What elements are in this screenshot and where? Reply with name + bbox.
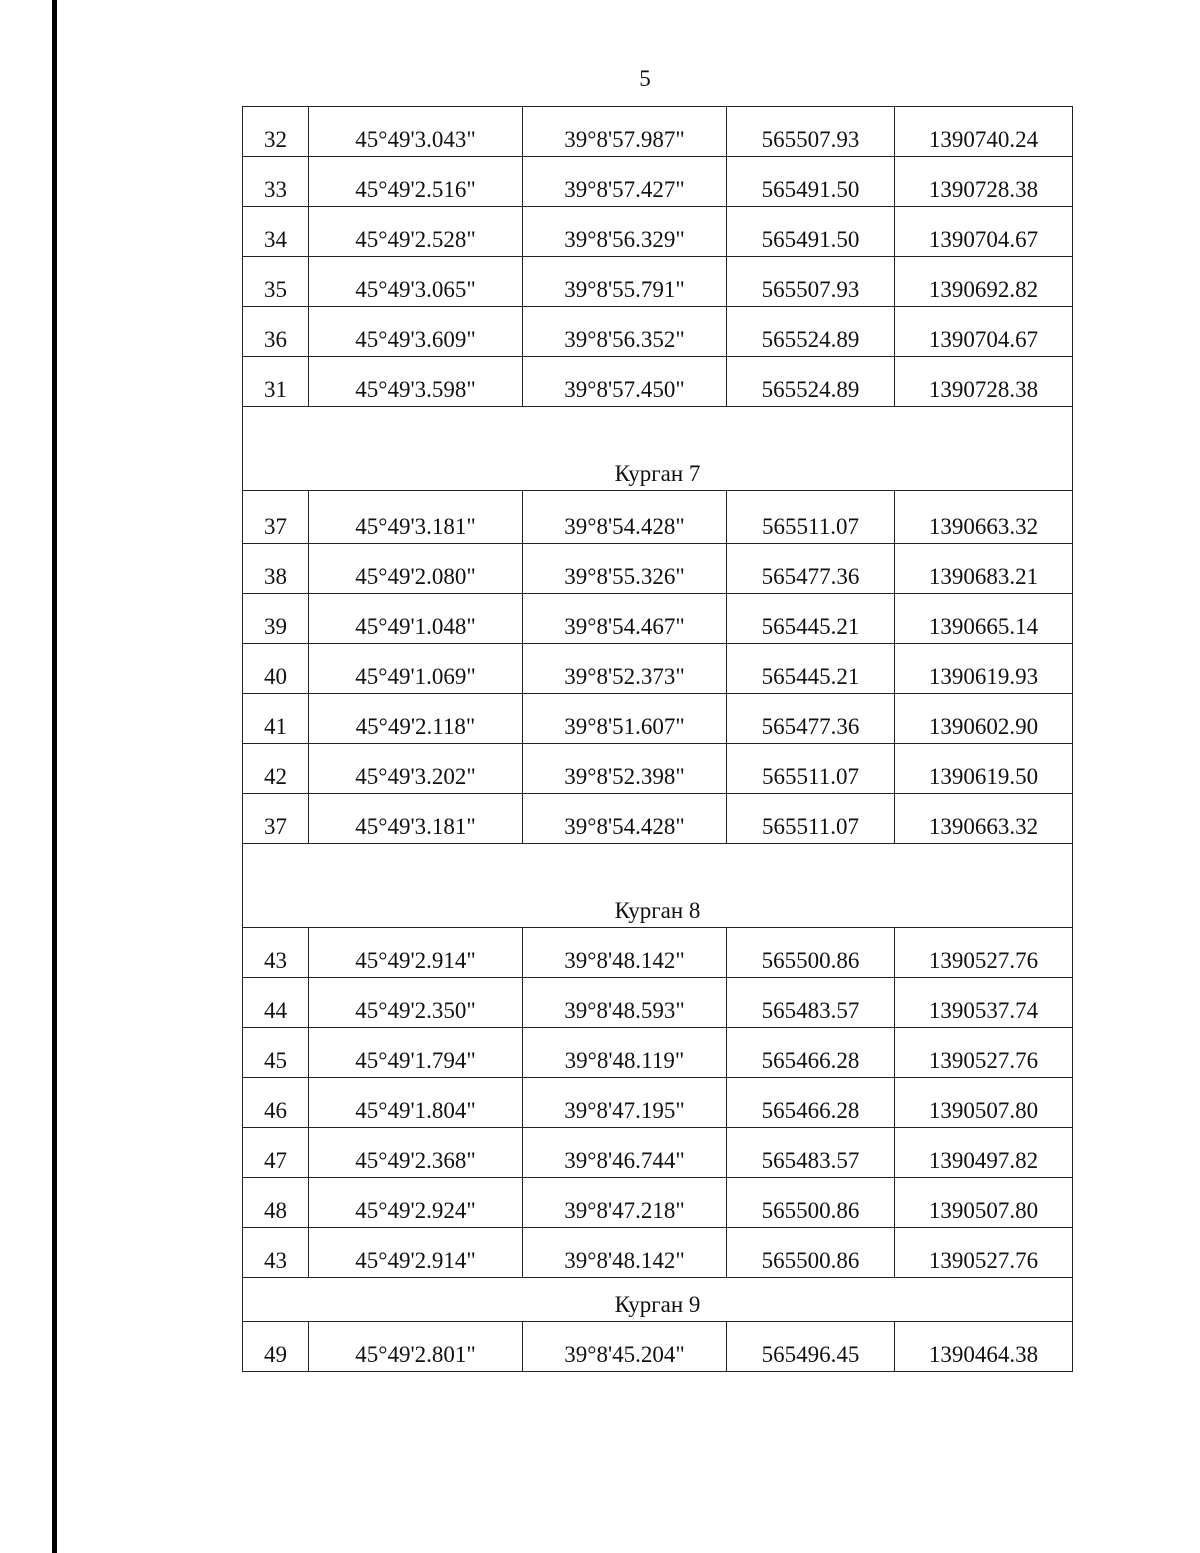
latitude-cell: 45°49'1.069" xyxy=(309,644,523,694)
longitude-cell: 39°8'54.428" xyxy=(523,794,727,844)
longitude-cell: 39°8'57.987" xyxy=(523,107,727,157)
section-header-row xyxy=(243,1278,1073,1322)
table-row xyxy=(243,307,1073,357)
y-coordinate-cell: 1390527.76 xyxy=(895,928,1073,978)
y-coordinate-cell: 1390683.21 xyxy=(895,544,1073,594)
x-coordinate-cell: 565524.89 xyxy=(727,307,895,357)
y-coordinate-cell: 1390527.76 xyxy=(895,1028,1073,1078)
point-number-cell: 37 xyxy=(243,794,309,844)
x-coordinate-cell: 565477.36 xyxy=(727,694,895,744)
x-coordinate-cell: 565507.93 xyxy=(727,107,895,157)
longitude-cell: 39°8'45.204" xyxy=(523,1322,727,1372)
y-coordinate-cell: 1390663.32 xyxy=(895,491,1073,544)
x-coordinate-cell: 565500.86 xyxy=(727,1228,895,1278)
longitude-cell: 39°8'48.142" xyxy=(523,928,727,978)
longitude-cell: 39°8'47.218" xyxy=(523,1178,727,1228)
point-number-cell: 39 xyxy=(243,594,309,644)
latitude-cell: 45°49'2.914" xyxy=(309,1228,523,1278)
longitude-cell: 39°8'48.142" xyxy=(523,1228,727,1278)
longitude-cell: 39°8'55.791" xyxy=(523,257,727,307)
y-coordinate-cell: 1390665.14 xyxy=(895,594,1073,644)
point-number-cell: 40 xyxy=(243,644,309,694)
x-coordinate-cell: 565466.28 xyxy=(727,1028,895,1078)
point-number-cell: 36 xyxy=(243,307,309,357)
latitude-cell: 45°49'3.065" xyxy=(309,257,523,307)
y-coordinate-cell: 1390527.76 xyxy=(895,1228,1073,1278)
y-coordinate-cell: 1390740.24 xyxy=(895,107,1073,157)
section-header-row xyxy=(243,407,1073,491)
table-row xyxy=(243,544,1073,594)
section-title: Курган 7 xyxy=(243,407,1073,491)
x-coordinate-cell: 565507.93 xyxy=(727,257,895,307)
table-row xyxy=(243,794,1073,844)
point-number-cell: 45 xyxy=(243,1028,309,1078)
y-coordinate-cell: 1390619.93 xyxy=(895,644,1073,694)
table-row xyxy=(243,1128,1073,1178)
point-number-cell: 43 xyxy=(243,1228,309,1278)
longitude-cell: 39°8'55.326" xyxy=(523,544,727,594)
table-row xyxy=(243,644,1073,694)
latitude-cell: 45°49'2.924" xyxy=(309,1178,523,1228)
point-number-cell: 31 xyxy=(243,357,309,407)
point-number-cell: 44 xyxy=(243,978,309,1028)
longitude-cell: 39°8'48.119" xyxy=(523,1028,727,1078)
table-row xyxy=(243,357,1073,407)
x-coordinate-cell: 565511.07 xyxy=(727,794,895,844)
latitude-cell: 45°49'3.043" xyxy=(309,107,523,157)
scan-edge-line xyxy=(52,0,57,1553)
longitude-cell: 39°8'54.428" xyxy=(523,491,727,544)
y-coordinate-cell: 1390663.32 xyxy=(895,794,1073,844)
latitude-cell: 45°49'2.080" xyxy=(309,544,523,594)
latitude-cell: 45°49'2.528" xyxy=(309,207,523,257)
table-row xyxy=(243,1178,1073,1228)
latitude-cell: 45°49'2.350" xyxy=(309,978,523,1028)
table-row xyxy=(243,928,1073,978)
section-title: Курган 8 xyxy=(243,844,1073,928)
latitude-cell: 45°49'2.118" xyxy=(309,694,523,744)
longitude-cell: 39°8'51.607" xyxy=(523,694,727,744)
y-coordinate-cell: 1390704.67 xyxy=(895,207,1073,257)
x-coordinate-cell: 565491.50 xyxy=(727,157,895,207)
latitude-cell: 45°49'2.516" xyxy=(309,157,523,207)
y-coordinate-cell: 1390507.80 xyxy=(895,1078,1073,1128)
page-number: 5 xyxy=(639,66,651,91)
latitude-cell: 45°49'2.801" xyxy=(309,1322,523,1372)
longitude-cell: 39°8'46.744" xyxy=(523,1128,727,1178)
x-coordinate-cell: 565500.86 xyxy=(727,928,895,978)
longitude-cell: 39°8'57.427" xyxy=(523,157,727,207)
table-row xyxy=(243,744,1073,794)
y-coordinate-cell: 1390497.82 xyxy=(895,1128,1073,1178)
y-coordinate-cell: 1390728.38 xyxy=(895,157,1073,207)
y-coordinate-cell: 1390464.38 xyxy=(895,1322,1073,1372)
longitude-cell: 39°8'57.450" xyxy=(523,357,727,407)
x-coordinate-cell: 565445.21 xyxy=(727,644,895,694)
x-coordinate-cell: 565466.28 xyxy=(727,1078,895,1128)
point-number-cell: 46 xyxy=(243,1078,309,1128)
point-number-cell: 48 xyxy=(243,1178,309,1228)
latitude-cell: 45°49'3.181" xyxy=(309,491,523,544)
latitude-cell: 45°49'2.368" xyxy=(309,1128,523,1178)
point-number-cell: 35 xyxy=(243,257,309,307)
latitude-cell: 45°49'2.914" xyxy=(309,928,523,978)
x-coordinate-cell: 565524.89 xyxy=(727,357,895,407)
y-coordinate-cell: 1390704.67 xyxy=(895,307,1073,357)
section-title: Курган 9 xyxy=(243,1278,1073,1322)
longitude-cell: 39°8'56.352" xyxy=(523,307,727,357)
section-header-row xyxy=(243,844,1073,928)
x-coordinate-cell: 565445.21 xyxy=(727,594,895,644)
x-coordinate-cell: 565483.57 xyxy=(727,978,895,1028)
table-row xyxy=(243,1228,1073,1278)
coordinates-table xyxy=(242,106,1073,1372)
x-coordinate-cell: 565491.50 xyxy=(727,207,895,257)
table-row xyxy=(243,694,1073,744)
point-number-cell: 38 xyxy=(243,544,309,594)
table-row xyxy=(243,594,1073,644)
y-coordinate-cell: 1390619.50 xyxy=(895,744,1073,794)
latitude-cell: 45°49'1.048" xyxy=(309,594,523,644)
point-number-cell: 37 xyxy=(243,491,309,544)
table-row xyxy=(243,207,1073,257)
table-row xyxy=(243,978,1073,1028)
x-coordinate-cell: 565500.86 xyxy=(727,1178,895,1228)
y-coordinate-cell: 1390602.90 xyxy=(895,694,1073,744)
table-row xyxy=(243,1078,1073,1128)
x-coordinate-cell: 565477.36 xyxy=(727,544,895,594)
longitude-cell: 39°8'52.373" xyxy=(523,644,727,694)
latitude-cell: 45°49'3.609" xyxy=(309,307,523,357)
latitude-cell: 45°49'1.794" xyxy=(309,1028,523,1078)
point-number-cell: 34 xyxy=(243,207,309,257)
point-number-cell: 43 xyxy=(243,928,309,978)
longitude-cell: 39°8'52.398" xyxy=(523,744,727,794)
table-row xyxy=(243,1028,1073,1078)
table-row xyxy=(243,107,1073,157)
x-coordinate-cell: 565496.45 xyxy=(727,1322,895,1372)
table-row xyxy=(243,491,1073,544)
latitude-cell: 45°49'3.598" xyxy=(309,357,523,407)
coordinates-table-body xyxy=(243,107,1073,1372)
x-coordinate-cell: 565483.57 xyxy=(727,1128,895,1178)
longitude-cell: 39°8'47.195" xyxy=(523,1078,727,1128)
table-row xyxy=(243,157,1073,207)
point-number-cell: 47 xyxy=(243,1128,309,1178)
point-number-cell: 41 xyxy=(243,694,309,744)
longitude-cell: 39°8'54.467" xyxy=(523,594,727,644)
point-number-cell: 32 xyxy=(243,107,309,157)
y-coordinate-cell: 1390537.74 xyxy=(895,978,1073,1028)
latitude-cell: 45°49'3.181" xyxy=(309,794,523,844)
table-row xyxy=(243,1322,1073,1372)
y-coordinate-cell: 1390728.38 xyxy=(895,357,1073,407)
latitude-cell: 45°49'1.804" xyxy=(309,1078,523,1128)
point-number-cell: 49 xyxy=(243,1322,309,1372)
longitude-cell: 39°8'48.593" xyxy=(523,978,727,1028)
x-coordinate-cell: 565511.07 xyxy=(727,744,895,794)
table-row xyxy=(243,257,1073,307)
latitude-cell: 45°49'3.202" xyxy=(309,744,523,794)
point-number-cell: 42 xyxy=(243,744,309,794)
point-number-cell: 33 xyxy=(243,157,309,207)
x-coordinate-cell: 565511.07 xyxy=(727,491,895,544)
y-coordinate-cell: 1390692.82 xyxy=(895,257,1073,307)
y-coordinate-cell: 1390507.80 xyxy=(895,1178,1073,1228)
longitude-cell: 39°8'56.329" xyxy=(523,207,727,257)
